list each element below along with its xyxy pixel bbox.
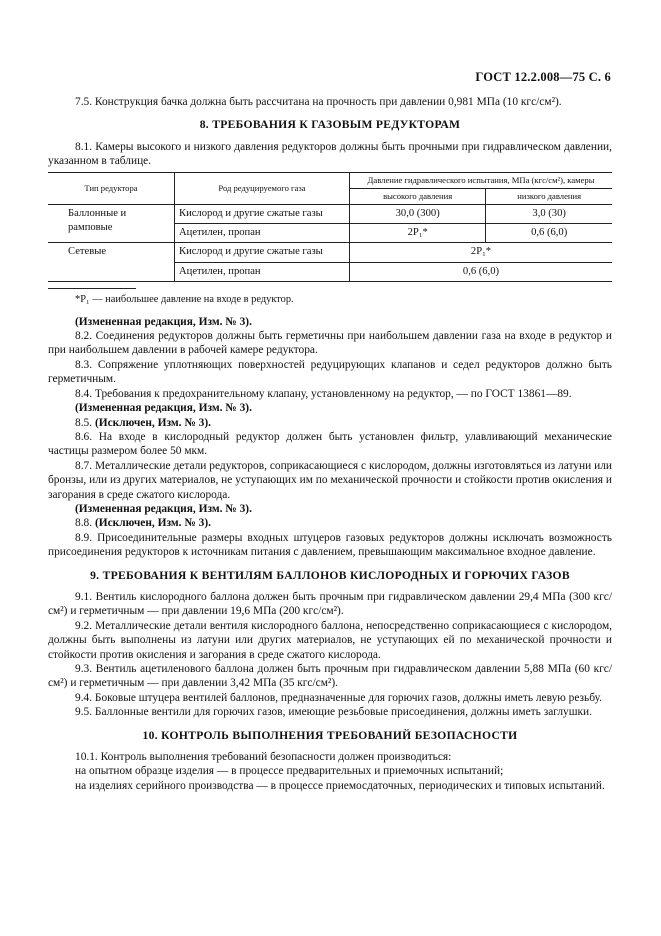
- paragraph-8-3: 8.3. Сопряжение уплотняющих поверхностей редуцирующих клапанов и седел редукторов должно быть герметичным.: [48, 358, 612, 386]
- table-cell-gas: Кислород и другие сжатые газы: [175, 204, 350, 223]
- paragraph-9-1: 9.1. Вентиль кислородного баллона должен быть прочным при гидравлическом давлении 29,4 МПа (300 кгс/см²) и герметичным — при давлении 19,6 МПа (200 кгс/см²).: [48, 590, 612, 618]
- table-type-network: Сетевые: [48, 243, 175, 282]
- paragraph-9-3: 9.3. Вентиль ацетиленового баллона должен быть прочным при гидравлическом давлении 5,88 МПа (60 кгс/см²) и герметичным — при давлении 3,42 МПа (35 кгс/см²).: [48, 663, 612, 690]
- paragraph-7-5: 7.5. Конструкция бачка должна быть рассчитана на прочность при давлении 0,981 МПа (10 кгс/см²).: [75, 96, 562, 108]
- table-head-low: низкого давления: [486, 188, 612, 204]
- document-body: [48, 95, 612, 793]
- table-footnote: *P₁ — наибольшее давление на входе в редуктор.: [75, 294, 294, 306]
- table-cell-gas: Кислород и другие сжатые газы: [175, 243, 350, 262]
- section-9-title: 9. ТРЕБОВАНИЯ К ВЕНТИЛЯМ БАЛЛОНОВ КИСЛОРОДНЫХ И ГОРЮЧИХ ГАЗОВ: [90, 568, 570, 582]
- pressure-table: [48, 172, 612, 283]
- excluded-note: (Исключен, Изм. № 3).: [94, 416, 211, 429]
- table-head-high: высокого давления: [350, 188, 486, 204]
- clause-number: 8.8.: [75, 517, 93, 530]
- paragraph-9-5: 9.5. Баллонные вентили для горючих газов, имеющие резьбовые присоединения, должны иметь заглушки.: [75, 706, 592, 719]
- table-cell-both: 0,6 (6,0): [350, 262, 613, 281]
- table-cell-low: 0,6 (6,0): [486, 224, 612, 243]
- clause-number: 8.5.: [75, 416, 93, 429]
- paragraph-10-1-b: на изделиях серийного производства — в процессе приемосдаточных, периодических и типовых испытаний.: [75, 779, 605, 792]
- table-head-gas: Род редуцируемого газа: [175, 172, 350, 204]
- section-10-title: 10. КОНТРОЛЬ ВЫПОЛНЕНИЯ ТРЕБОВАНИЙ БЕЗОПАСНОСТИ: [142, 728, 518, 742]
- footnote-rule: [48, 288, 136, 289]
- table-cell-both: 2P₁*: [350, 243, 613, 262]
- paragraph-10-1-a: на опытном образце изделия — в процессе предварительных и приемочных испытаний;: [75, 765, 504, 778]
- edit-note: (Измененная редакция, Изм. № 3).: [75, 502, 252, 515]
- edit-note: (Измененная редакция, Изм. № 3).: [75, 402, 252, 415]
- table-cell-low: 3,0 (30): [486, 204, 612, 223]
- page-header: ГОСТ 12.2.008—75 С. 6: [475, 70, 611, 84]
- paragraph-8-5: [48, 416, 612, 430]
- table-cell-gas: Ацетилен, пропан: [175, 224, 350, 243]
- paragraph-9-4: 9.4. Боковые штуцера вентилей баллонов, предназначенные для горючих газов, должны иметь левую резьбу.: [75, 691, 602, 704]
- table-cell-high: 2P₁*: [350, 224, 486, 243]
- paragraph-10-1: 10.1. Контроль выполнения требований безопасности должен производиться:: [75, 751, 452, 764]
- paragraph-8-4: 8.4. Требования к предохранительному клапану, установленному на редуктор, — по ГОСТ 13861—89.: [75, 387, 572, 400]
- table-head-pressure: Давление гидравлического испытания, МПа (кгс/см²), камеры: [350, 172, 613, 188]
- paragraph-8-7: 8.7. Металлические детали редукторов, соприкасающиеся с кислородом, должны изготовляться из латуни или бронзы, или из других материалов, не уступающих им по механической прочности и стойкости против окисления и загорания в среде сжатого кислорода.: [48, 459, 612, 501]
- paragraph-8-8: [48, 516, 612, 530]
- paragraph-8-9: 8.9. Присоединительные размеры входных штуцеров газовых редукторов должны исключать возможность присоединения редукторов к источникам питания с давлением, превышающим максимальное входное давление.: [48, 531, 612, 559]
- table-cell-high: 30,0 (300): [350, 204, 486, 223]
- edit-note: (Измененная редакция, Изм. № 3).: [75, 315, 252, 328]
- paragraph-8-2: 8.2. Соединения редукторов должны быть герметичны при наибольшем давлении газа на входе в редуктор и при наибольшем давлении в рабочей камере редуктора.: [48, 330, 612, 357]
- section-8-title: 8. ТРЕБОВАНИЯ К ГАЗОВЫМ РЕДУКТОРАМ: [199, 118, 461, 132]
- table-type-cylinder: Баллонные и рамповые: [48, 204, 175, 243]
- paragraph-8-1: 8.1. Камеры высокого и низкого давления редукторов должны быть прочными при гидравлическом давлении, указанном в таблице.: [48, 140, 612, 168]
- paragraph-9-2: 9.2. Металлические детали вентиля кислородного баллона, непосредственно соприкасающиеся с кислородом, должны быть выполнены из латуни или других материалов, не уступающих ей по механической прочности и стойкости против окисления и загорания в среде сжатого кислорода.: [48, 619, 612, 661]
- excluded-note: (Исключен, Изм. № 3).: [94, 517, 211, 530]
- paragraph-8-6: 8.6. На входе в кислородный редуктор должен быть установлен фильтр, улавливающий механические частицы размером более 50 мкм.: [48, 430, 612, 458]
- table-head-type: Тип редуктора: [48, 172, 175, 204]
- table-cell-gas: Ацетилен, пропан: [175, 262, 350, 281]
